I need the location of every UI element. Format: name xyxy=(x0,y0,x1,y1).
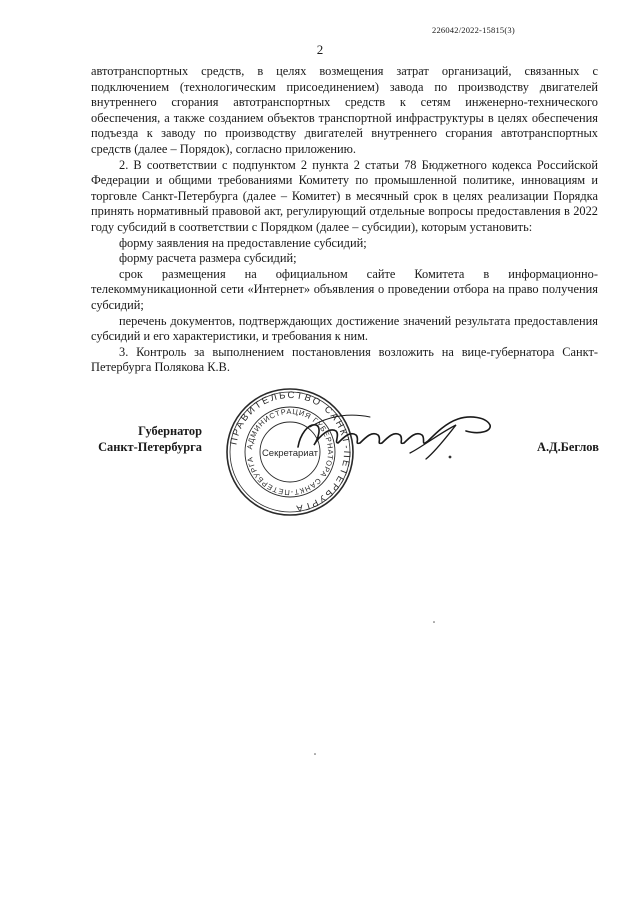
list-item-calculation-form: форму расчета размера субсидий; xyxy=(119,251,297,266)
signatory-title-line2: Санкт-Петербурга xyxy=(98,439,202,454)
list-item-application-form: форму заявления на предоставление субсидий; xyxy=(119,235,367,250)
scan-speck xyxy=(447,454,453,460)
document-body xyxy=(91,64,598,376)
scan-speck xyxy=(313,752,317,756)
paragraph-item-2: 2. В соответствии с подпунктом 2 пункта 2 статьи 78 Бюджетного кодекса Российской Федерации и общими требованиями Комитету по промышленной политике, инновациям и торговле Санкт-Петербурга (далее – Комитет) в месячный срок в целях реализации Порядка принять нормативный правовой акт, регулирующий отдельные вопросы предоставления в 2022 году субсидий в соответствии с Порядком (далее – субсидии), которым установить: xyxy=(91,157,598,234)
seal-inner-text: АДМИНИСТРАЦИЯ ГУБЕРНАТОРА САНКТ-ПЕТЕРБУРГА xyxy=(245,406,336,498)
page-number: 2 xyxy=(316,42,324,57)
handwritten-signature xyxy=(290,395,500,475)
signatory-title-line1: Губернатор xyxy=(138,424,202,438)
signatory-title xyxy=(90,424,202,455)
paragraph-item-3: 3. Контроль за выполнением постановления возложить на вице-губернатора Санкт-Петербурга Полякова К.В. xyxy=(91,344,598,375)
list-item-documents: перечень документов, подтверждающих достижение значений результата предоставления субсидий и его характеристики, и требования к ним. xyxy=(91,313,598,344)
seal-center-text: Секретариат xyxy=(261,448,319,459)
paragraph-continuation: автотранспортных средств, в целях возмещения затрат организаций, связанных с подключением (технологическим присоединением) завода по производству двигателей внутреннего сгорания автотранспортных средств к сетям инженерно-технического обеспечения, а также созданием объектов транспортной инфраструктуры в целях обеспечения подъезда к заводу по производству двигателей внутреннего сгорания автотранспортных средств (далее – Порядок), согласно приложению. xyxy=(91,64,598,156)
scan-speck xyxy=(432,620,436,624)
signatory-name: А.Д.Беглов xyxy=(537,440,599,454)
list-item-publication-term: срок размещения на официальном сайте Комитета в информационно-телекоммуникационной сети «Интернет» объявления о проведении отбора на право получения субсидий; xyxy=(91,266,598,312)
document-id: 226042/2022-15815(3) xyxy=(432,25,515,35)
seal-outer-text: ПРАВИТЕЛЬСТВО САНКТ-ПЕТЕРБУРГА xyxy=(228,389,353,514)
